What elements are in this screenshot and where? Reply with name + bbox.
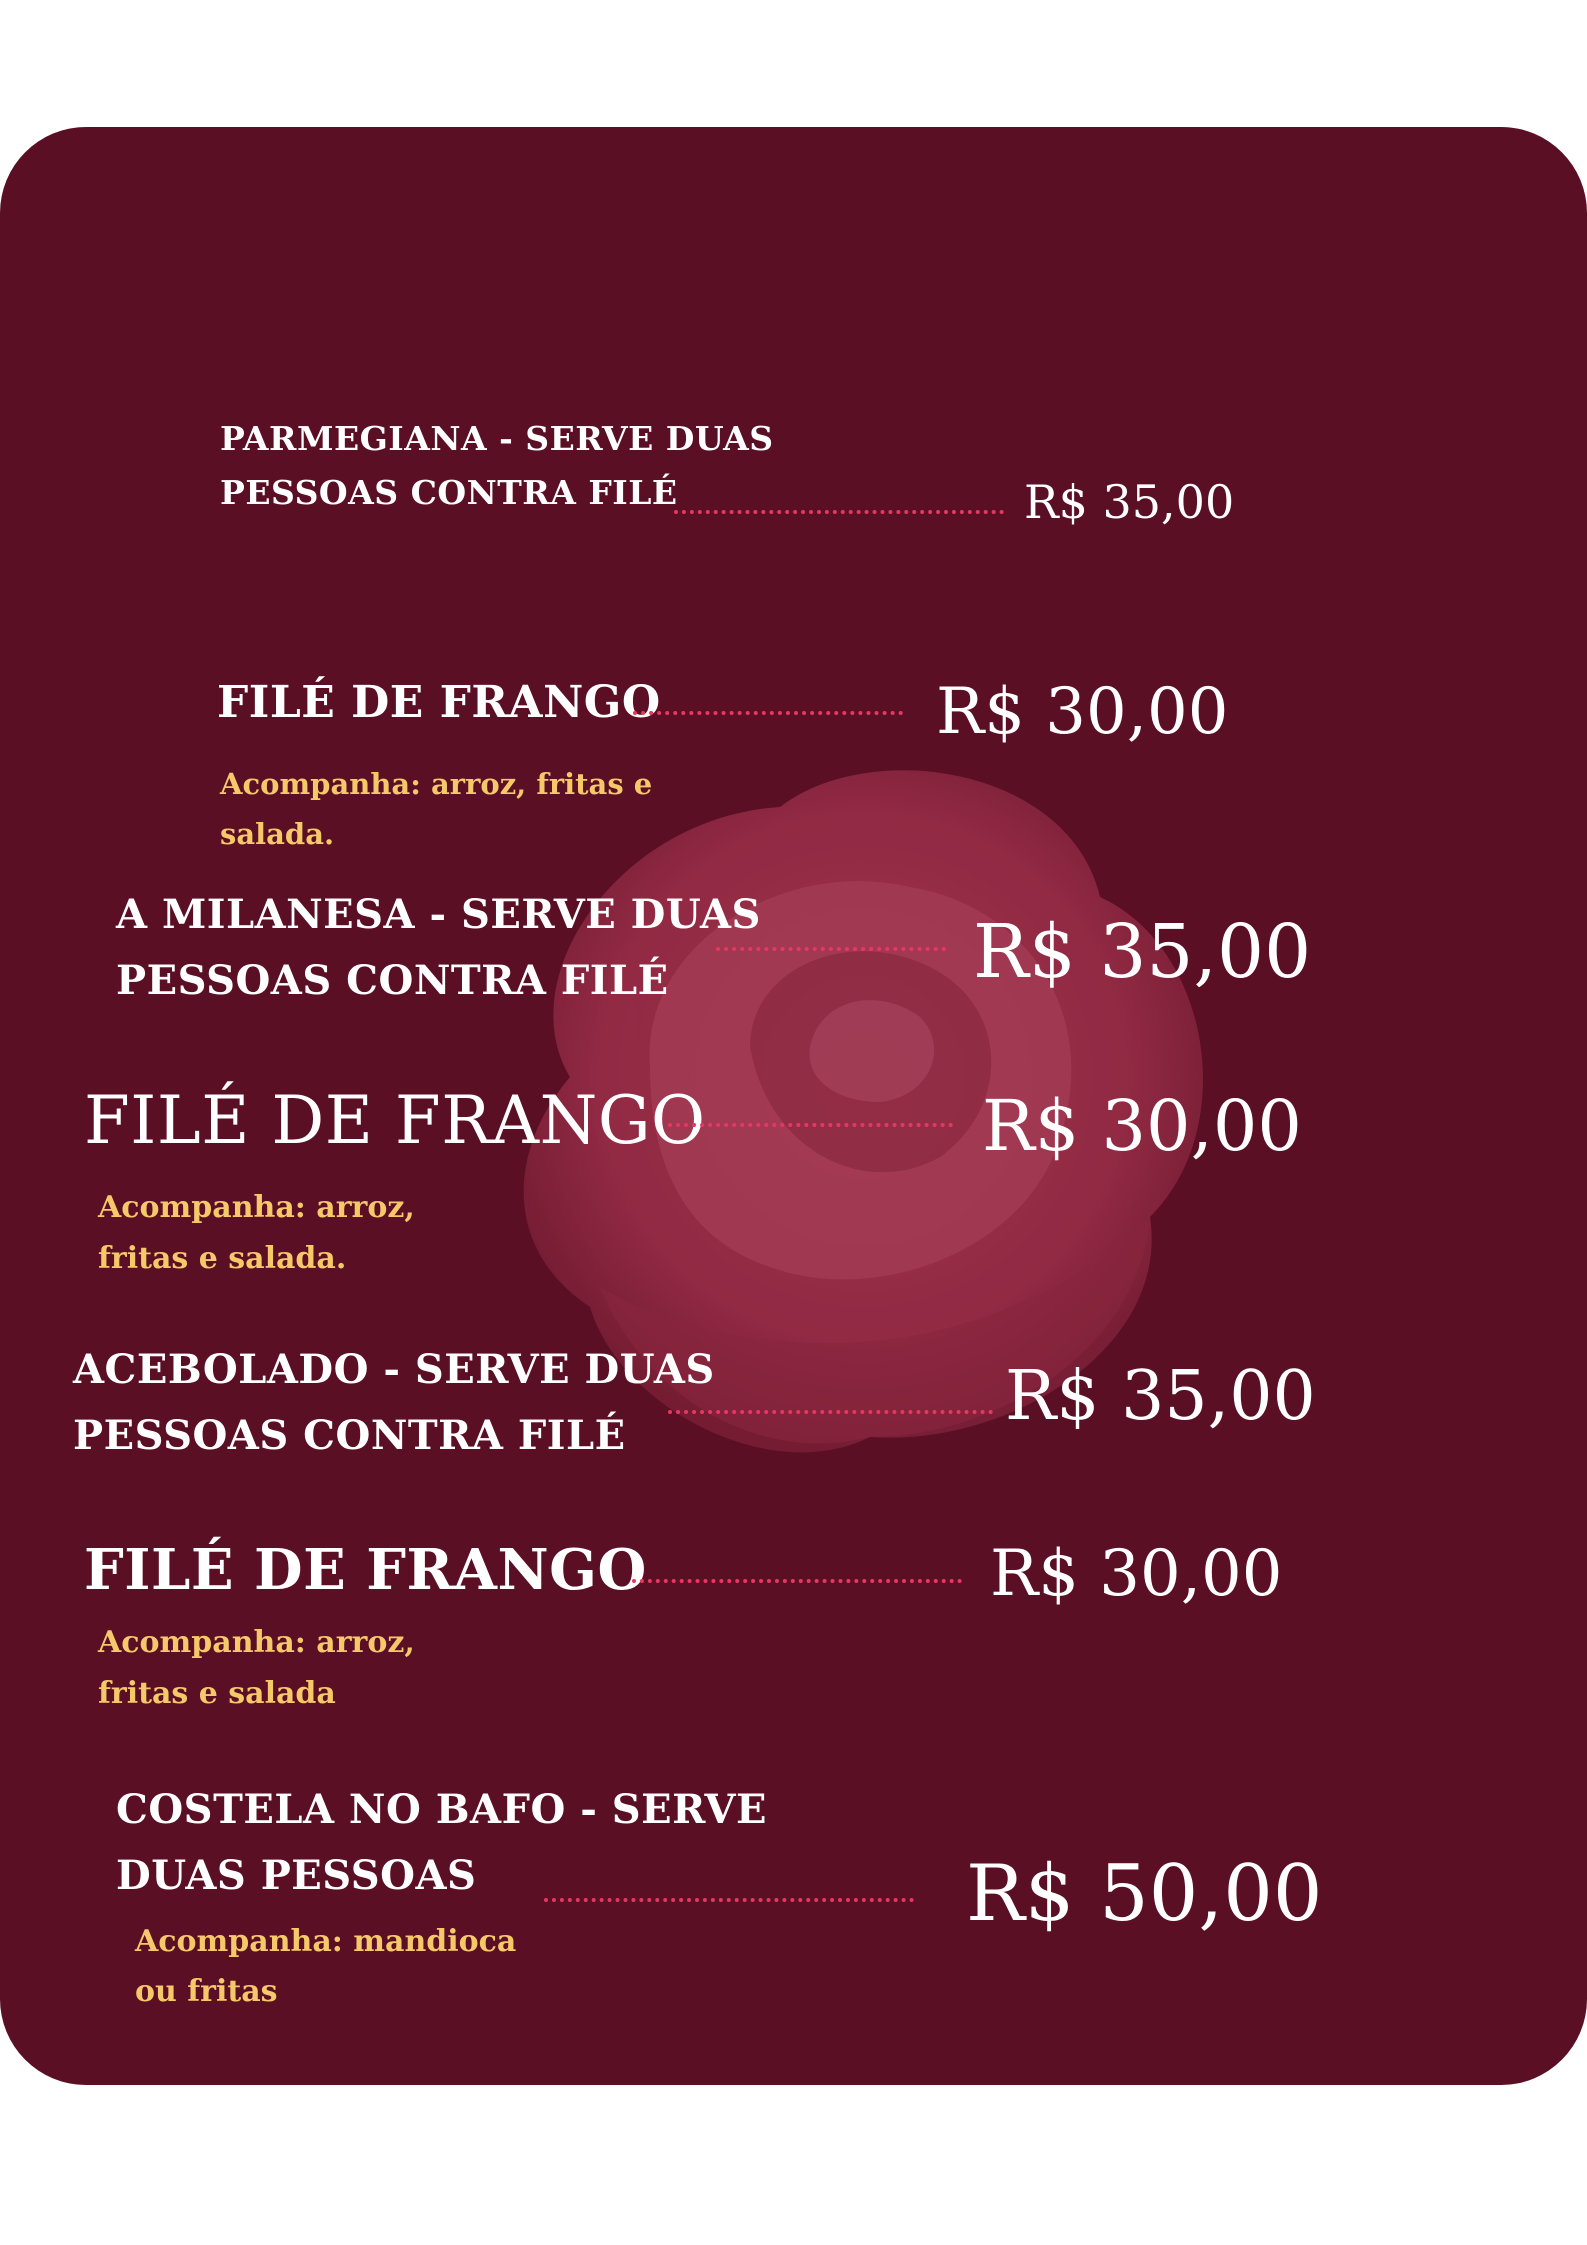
menu-item-name: FILÉ DE FRANGO — [217, 677, 661, 728]
leader-dots — [633, 711, 903, 715]
leader-dots — [544, 1898, 914, 1902]
menu-item-name: ACEBOLADO - SERVE DUAS PESSOAS CONTRA FILÉ — [73, 1346, 715, 1459]
leader-dots — [716, 947, 946, 951]
menu-item-price: R$ 35,00 — [1005, 1357, 1316, 1436]
menu-item-name: FILÉ DE FRANGO — [84, 1537, 647, 1603]
menu-item-price: R$ 30,00 — [936, 675, 1229, 749]
leader-dots — [632, 1579, 962, 1583]
menu-item-note: Acompanha: arroz, fritas e salada. — [98, 1190, 415, 1276]
menu-item-price: R$ 35,00 — [1024, 475, 1235, 529]
menu-card — [0, 127, 1587, 2085]
menu-item-note: Acompanha: arroz, fritas e salada — [98, 1625, 415, 1711]
menu-item-name: FILÉ DE FRANGO — [84, 1082, 706, 1159]
menu-item-price: R$ 50,00 — [966, 1849, 1323, 1939]
menu-item-price: R$ 30,00 — [990, 1537, 1283, 1611]
menu-item-price: R$ 30,00 — [982, 1085, 1302, 1167]
leader-dots — [674, 510, 1004, 514]
menu-item-note: Acompanha: mandioca ou fritas — [135, 1924, 517, 2009]
menu-item-price: R$ 35,00 — [973, 909, 1312, 995]
menu-item-name: A MILANESA - SERVE DUAS PESSOAS CONTRA FILÉ — [116, 891, 761, 1004]
leader-dots — [668, 1123, 953, 1127]
menu-item-name: PARMEGIANA - SERVE DUAS PESSOAS CONTRA FILÉ — [220, 419, 774, 512]
leader-dots — [668, 1410, 993, 1414]
menu-item-name: COSTELA NO BAFO - SERVE DUAS PESSOAS — [116, 1786, 767, 1899]
menu-item-note: Acompanha: arroz, fritas e salada. — [220, 767, 653, 851]
